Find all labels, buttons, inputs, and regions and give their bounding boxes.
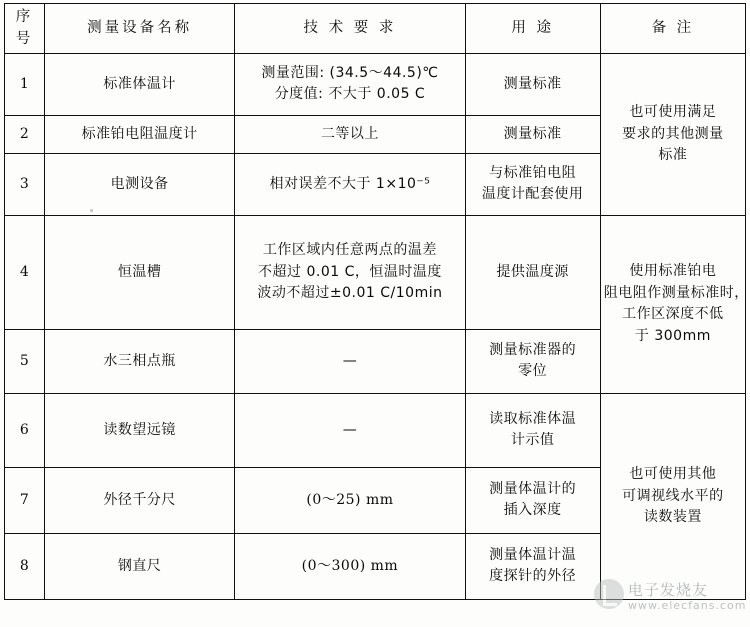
requirement-line: 二等以上 [320, 125, 379, 142]
remark-line: 于 300mm [634, 328, 711, 345]
row-requirement: — [235, 329, 465, 393]
header-remark: 备 注 [600, 4, 745, 54]
use-line: 温度计配套使用 [481, 186, 584, 203]
row-equipment-name: 标准铂电阻温度计 [45, 115, 235, 153]
requirement-line: 测量范围: (34.5～44.5)℃ [261, 64, 439, 81]
watermark-title: 电子发烧友 [628, 581, 709, 599]
row-index: 8 [5, 533, 45, 599]
row-requirement [235, 215, 465, 329]
row-use [465, 393, 600, 467]
header-index: 序 号 [5, 4, 45, 54]
row-equipment-name: 恒温槽 [45, 215, 235, 329]
row-index: 4 [5, 215, 45, 329]
use-line: 插入深度 [503, 502, 562, 519]
header-technical-requirement: 技 术 要 求 [235, 4, 465, 54]
remark-line: 使用标准铂电 [629, 263, 717, 280]
row-index: 2 [5, 115, 45, 153]
remark-line: 可调视线水平的 [622, 487, 724, 504]
row-use [465, 215, 600, 329]
document-page [0, 3, 750, 627]
row-equipment-name: 钢直尺 [45, 533, 235, 599]
remark-line: 也可使用其他 [629, 465, 717, 482]
table-header-row [5, 4, 746, 54]
use-line: 计示值 [510, 432, 555, 449]
row-requirement: (0～300) mm [235, 533, 465, 599]
use-line: 测量标准 [503, 125, 562, 142]
row-equipment-name: 外径千分尺 [45, 467, 235, 533]
remark-line: 要求的其他测量 [622, 125, 724, 142]
remark-line: 阻电阻作测量标准时， [603, 284, 749, 301]
use-line: 测量标准 [503, 75, 562, 92]
row-index: 7 [5, 467, 45, 533]
table-row [5, 215, 746, 329]
remark-line: 工作区深度不低 [622, 306, 724, 323]
row-index: 6 [5, 393, 45, 467]
row-requirement: — [235, 393, 465, 467]
row-index: 5 [5, 329, 45, 393]
row-equipment-name: 电测设备 [45, 153, 235, 215]
row-remark [600, 215, 749, 393]
use-line: 提供温度源 [496, 263, 569, 280]
row-requirement [235, 53, 465, 115]
row-use [465, 467, 600, 533]
requirement-line: 分度值: 不大于 0.05 C [274, 86, 426, 103]
use-line: 测量体温计的 [489, 480, 577, 497]
remark-line: 读数装置 [643, 509, 702, 526]
row-equipment-name: 水三相点瓶 [45, 329, 235, 393]
use-line: 测量标准器的 [489, 341, 577, 358]
requirement-line: 波动不超过±0.01 C/10min [257, 285, 443, 302]
equipment-spec-table [4, 3, 749, 600]
row-requirement: (0～25) mm [235, 467, 465, 533]
use-line: 与标准铂电阻 [489, 164, 577, 181]
row-use [465, 53, 600, 115]
row-use [465, 329, 600, 393]
row-index: 1 [5, 53, 45, 115]
requirement-line: 相对误差不大于 1×10⁻⁵ [269, 175, 431, 192]
use-line: 度探针的外径 [489, 568, 577, 585]
remark-line: 也可使用满足 [629, 103, 717, 120]
row-remark [600, 53, 745, 215]
remark-line: 标准 [658, 147, 688, 164]
use-line: 零位 [518, 363, 548, 380]
scan-speck [90, 209, 93, 212]
row-use [465, 153, 600, 215]
use-line: 测量体温计温 [489, 546, 577, 563]
requirement-line: 不超过 0.01 C，恒温时温度 [258, 263, 442, 280]
row-requirement [235, 115, 465, 153]
row-use [465, 115, 600, 153]
row-use [465, 533, 600, 599]
header-equipment-name: 测量设备名称 [45, 4, 235, 54]
row-requirement [235, 153, 465, 215]
row-remark [600, 393, 745, 599]
header-use: 用 途 [465, 4, 600, 54]
row-index: 3 [5, 153, 45, 215]
use-line: 读取标准体温 [489, 410, 577, 427]
requirement-line: 工作区域内任意两点的温差 [262, 241, 437, 258]
row-equipment-name: 读数望远镜 [45, 393, 235, 467]
table-row [5, 53, 746, 115]
watermark-subtitle: www.elecfans.com [628, 599, 747, 612]
row-equipment-name: 标准体温计 [45, 53, 235, 115]
table-row [5, 393, 746, 467]
